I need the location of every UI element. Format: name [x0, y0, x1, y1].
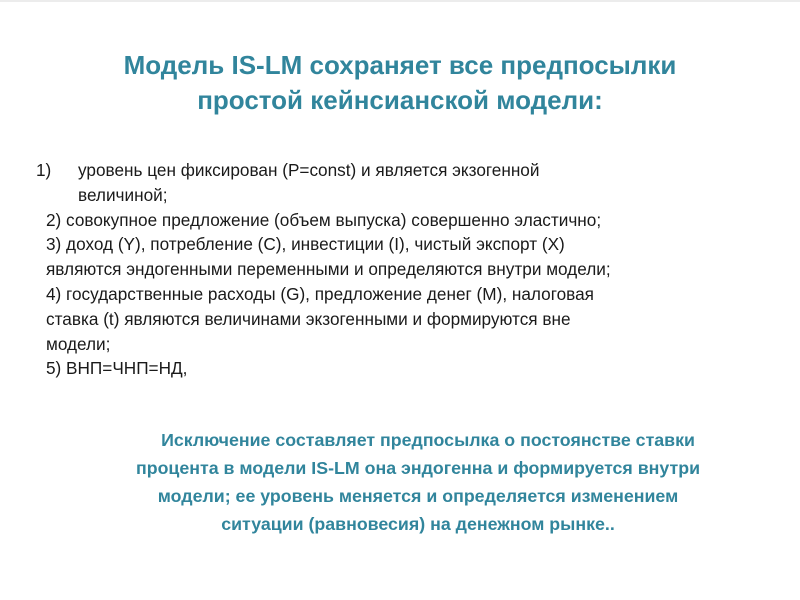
conclusion-line-1: Исключение составляет предпосылка о постоянстве ставки — [161, 430, 695, 450]
list-item-2 — [46, 208, 781, 233]
list-item-5-text: 5) ВНП=ЧНП=НД, — [46, 358, 188, 379]
list-item-4-text-line-1: 4) государственные расходы (G), предложение денег (M), налоговая — [46, 283, 594, 304]
list-item-1-text-line-2: величиной; — [78, 184, 168, 205]
conclusion-line-3: модели; ее уровень меняется и определяется изменением — [157, 486, 679, 506]
list-item-3-text-line-1: 3) доход (Y), потребление (C), инвестиции (I), чистый экспорт (X) — [46, 234, 565, 255]
list-item-1-number: 1) — [36, 160, 52, 180]
list-item-1-text-line-1: уровень цен фиксирован (P=const) и является экзогенной — [78, 160, 540, 180]
list-item-2-text: 2) совокупное предложение (объем выпуска) совершенно эластично; — [46, 209, 602, 230]
conclusion-line-2: процента в модели IS-LM она эндогенна и формируется внутри — [135, 458, 701, 478]
top-divider — [0, 0, 800, 2]
conclusion-paragraph — [40, 426, 796, 538]
list-item-3-text-line-2: являются эндогенными переменными и определяются внутри модели; — [46, 259, 611, 280]
list-item-1 — [36, 158, 781, 208]
conclusion-line-4: ситуации (равновесия) на денежном рынке.. — [221, 514, 615, 534]
list-item-5 — [46, 356, 781, 381]
premises-list — [36, 158, 781, 381]
list-item-4-text-line-2: ставка (t) являются величинами экзогенными и формируются вне — [46, 308, 571, 329]
slide-title-line-2: простой кейнсианской модели: — [197, 85, 603, 115]
slide-title — [40, 48, 760, 118]
list-item-4 — [46, 282, 781, 356]
list-item-4-text-line-3: модели; — [46, 333, 111, 354]
list-item-3 — [46, 232, 781, 282]
slide-title-line-1: Модель IS-LM сохраняет все предпосылки — [123, 50, 677, 80]
